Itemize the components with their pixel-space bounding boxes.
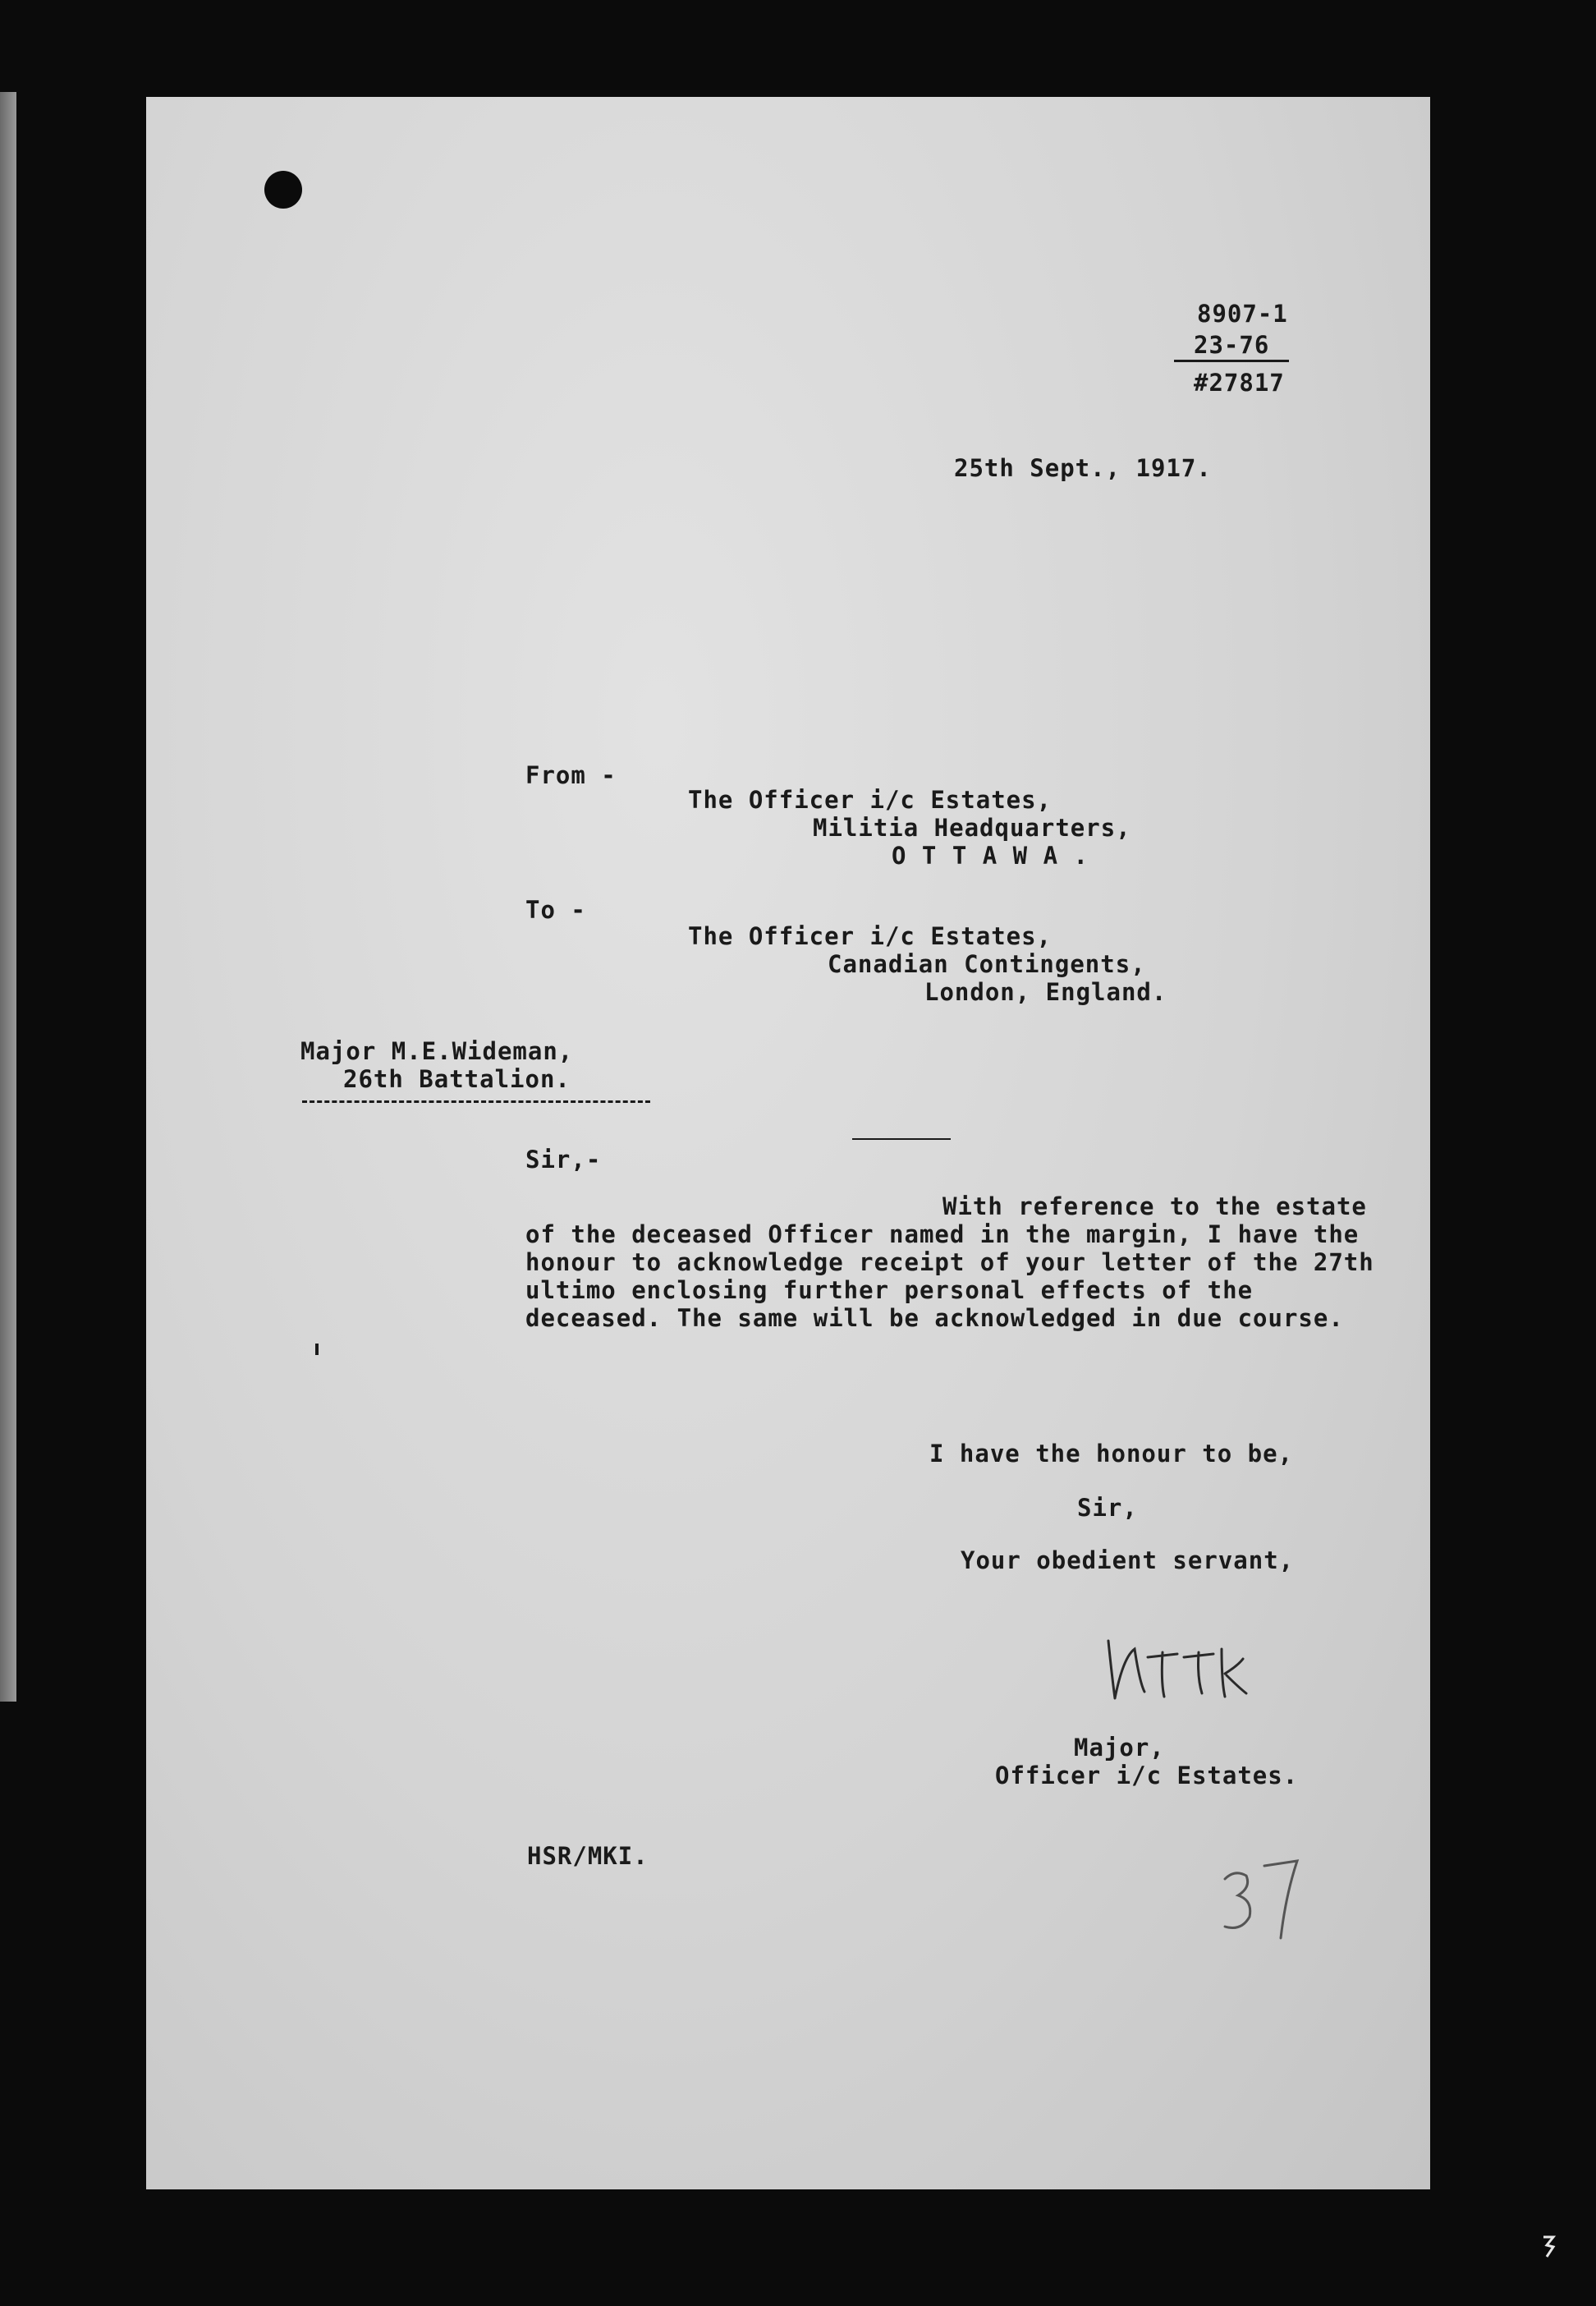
margin-note-line-2: 26th Battalion. xyxy=(343,1065,571,1093)
letter-date: 25th Sept., 1917. xyxy=(954,454,1212,482)
from-line-2: Militia Headquarters, xyxy=(813,814,1131,842)
to-line-2: Canadian Contingents, xyxy=(828,950,1146,978)
punch-hole xyxy=(264,171,302,209)
to-label: To - xyxy=(525,896,586,924)
letter-page xyxy=(146,97,1430,2189)
margin-note-line-1: Major M.E.Wideman, xyxy=(300,1037,574,1065)
corner-mark xyxy=(1542,2234,1557,2258)
signatory-title: Officer i/c Estates. xyxy=(995,1762,1299,1789)
closing-line-1: I have the honour to be, xyxy=(929,1440,1294,1468)
closing-line-3: Your obedient servant, xyxy=(961,1546,1295,1574)
from-label: From - xyxy=(525,761,617,789)
body-rest: of the deceased Officer named in the margin, I have the honour to acknowledge receipt of your letter of the 27th ultimo enclosing further personal effects of the deceased. The same will be acknowledged in due course. xyxy=(525,1220,1374,1332)
signatory-rank: Major, xyxy=(1074,1734,1165,1762)
to-line-3: London, England. xyxy=(924,978,1167,1006)
closing-line-2: Sir, xyxy=(1077,1494,1138,1522)
file-ref-2: 23-76 xyxy=(1194,331,1270,359)
file-ref-underline xyxy=(1174,360,1289,362)
stray-dot xyxy=(315,1344,319,1355)
salutation: Sir,- xyxy=(525,1146,602,1174)
file-ref-1: 8907-1 xyxy=(1197,300,1288,328)
adjacent-page-edge xyxy=(0,92,16,1702)
handwritten-initials xyxy=(1098,1624,1254,1715)
to-line-1: The Officer i/c Estates, xyxy=(688,922,1053,950)
body-paragraph xyxy=(525,1192,1379,1332)
file-ref-3: #27817 xyxy=(1194,369,1285,397)
page-number-handwritten xyxy=(1218,1846,1309,1945)
from-line-1: The Officer i/c Estates, xyxy=(688,786,1053,814)
margin-note-underline xyxy=(302,1100,650,1103)
stray-mark xyxy=(852,1138,951,1140)
from-line-3: O T T A W A . xyxy=(892,842,1089,870)
body-first-line: With reference to the estate xyxy=(942,1192,1367,1220)
typist-reference: HSR/MKI. xyxy=(527,1842,649,1870)
